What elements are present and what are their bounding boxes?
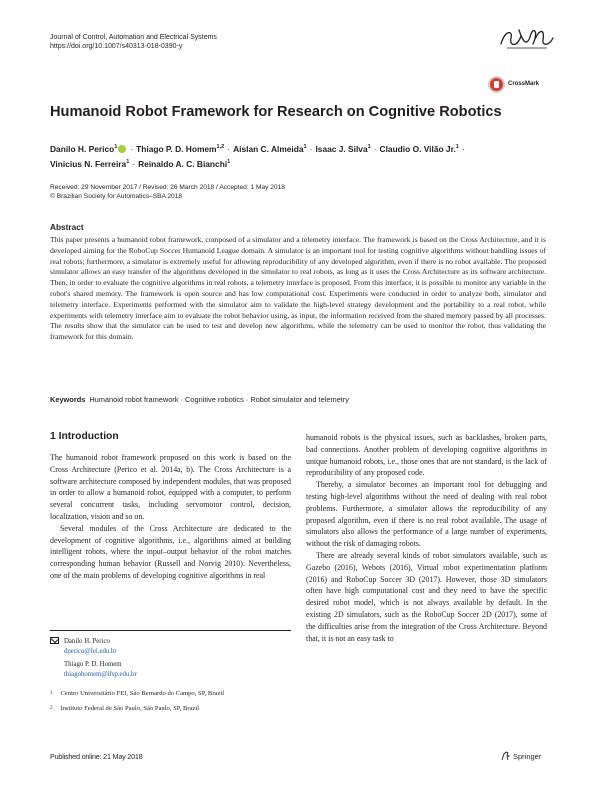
affiliations — [50, 689, 291, 719]
published-online-date: Published online: 21 May 2018 — [50, 752, 143, 761]
copyright-line: © Brazilian Society for Automatics–SBA 2018 — [50, 193, 183, 201]
contact-name: Thiago P. D. Homem — [64, 661, 122, 669]
paragraph: Several modules of the Cross Architecture are dedicated to the development of cognitive algorithms, i.e., algorithms aimed at building intelligent robots, where the input–output behavior of the robot matches corresponding human behavior (Russell and Norvig 2010). Nevertheless, one of the main problems of developing cognitive algorithms in real — [50, 523, 291, 580]
springer-logo — [501, 751, 541, 761]
article-dates — [50, 183, 285, 202]
author[interactable]: Reinaldo A. C. Bianchi$^1$ — [138, 159, 231, 169]
author[interactable]: Aislan C. Almeida$^1$ — [233, 144, 307, 154]
crossmark-badge[interactable] — [488, 74, 548, 94]
history-dates: Received: 29 November 2017 / Revised: 26 March 2018 / Accepted: 1 May 2018 — [50, 184, 285, 191]
abstract-heading: Abstract — [50, 222, 84, 232]
contact-entry — [64, 660, 291, 679]
keywords — [50, 395, 550, 404]
body-column-right — [306, 432, 547, 644]
crossmark-label: CrossMark — [508, 81, 540, 87]
contact-name: Danilo H. Perico — [64, 638, 110, 645]
crossmark-icon — [488, 76, 505, 93]
keywords-text: Humanoid robot framework · Cognitive robotics · Robot simulator and telemetry — [89, 395, 349, 404]
author[interactable]: Claudio O. Vilão Jr.$^1$ — [379, 144, 459, 154]
sba-logo — [497, 24, 557, 54]
contact-email[interactable]: dperico@fei.edu.br — [64, 647, 117, 655]
author[interactable]: Thiago P. D. Homem$^{1,2}$ — [136, 144, 225, 154]
paragraph: humanoid robots is the physical issues, such as backlashes, broken parts, bad connections. Another problem of developing cognitive algorithms in unique humanoid robots, i.e., those ones that are not standard, is the lack of reproducibility of any proposed code. — [306, 433, 547, 478]
contact-entry — [64, 637, 291, 656]
journal-name: Journal of Control, Automation and Electrical Systems — [50, 34, 217, 41]
springer-horse-icon — [501, 751, 510, 761]
affiliation-text: Instituto Federal de São Paulo, São Paulo, SP, Brazil — [60, 705, 200, 712]
affiliation-number: 1 — [50, 691, 53, 696]
contact-email[interactable]: thiagohomem@ifsp.edu.br — [64, 670, 137, 678]
footnote-divider — [50, 630, 291, 631]
author-list: Danilo H. Perico$^1$ · Thiago P. D. Homem$^{1,2}$ · Aislan C. Almeida$^1$ · Isaac J. Silva$^1$ · Claudio O. Vilão Jr.$^1$ · Vinicius N. Ferreira$^1$ · Reinaldo A. C. Bianchi$^1$ — [50, 144, 465, 169]
affiliation-item — [50, 704, 291, 713]
affiliation-item — [50, 689, 291, 698]
paragraph: The humanoid robot framework proposed on this work is based on the Cross Architecture (Perico et al. 2014a, b). The Cross Architecture is a software architecture composed by independent modules, that was proposed in order to allow a humanoid robot, equipped with a computer, to perform several concurrent tasks, including servomotor control, decision, localization, vision and so on. — [50, 453, 291, 521]
author[interactable]: Danilo H. Perico$^1$ — [50, 144, 127, 154]
author[interactable]: Isaac J. Silva$^1$ — [315, 144, 371, 154]
abstract-text: This paper presents a humanoid robot framework, composed of a simulator and a telemetry interface. The framework is based on the Cross Architecture, and it is developed aiming for the RoboCup Soccer Humanoid League domain. A simulator is an important tool for testing cognitive algorithms without handling issues of real robots; furthermore, a simulator is extremely useful for allowing reproducibility of any developed algorithm, even if there is no robot available. The proposed simulator allows an easy transfer of the algorithms developed in the simulator to real robots, as long as it uses the Cross Architecture as its software architecture. Then, in order to evaluate the cognitive algorithms in real robots, a telemetry interface is proposed. From this interface, it is possible to monitor any variable in the robot's shared memory. The framework is open source and has low computational cost. Experiments were conducted in order to analyze both, simulator and telemetry interface. Experiments performed with the simulator aim to validate the high-level strategy development and the portability to a real robot, while experiments with telemetry interface aim to evaluate the robot behavior using, as input, the information received from the shared memory passed by all processes. The results show that the simulator can be used to test and develop new algorithms, while the telemetry can be used to monitor the robot, thus validating the framework for this domain. — [50, 235, 546, 342]
author[interactable]: Vinicius N. Ferreira$^1$ — [50, 159, 130, 169]
paragraph: Thereby, a simulator becomes an important tool for debugging and testing high-level algorithms without the need of dealing with real robot problems. Furthermore, a simulator allows the reproducibility of any proposed algorithm, even if there is no real robot available. The usage of simulators also allows the performance of a large number of experiments, without the risk of damaging robots. — [306, 480, 547, 549]
paragraph: There are already several kinds of robot simulators available, such as Gazebo (2016), Webots (2016), Virtual robot experimentation platform (2016) and RoboCup Soccer 3D (2017). However, those 3D simulators often have high computational cost and they need to have the specific desired robot model, which is not always available by default. In the existing 2D simulators, such as the RoboCup Soccer 2D (2017), some of the difficulties arise from the integration of the Cross Architecture. Beyond that, it is not an easy task to — [306, 550, 547, 643]
section-heading-introduction: 1 Introduction — [50, 431, 119, 442]
envelope-icon — [50, 637, 59, 644]
keywords-label: Keywords — [50, 395, 86, 404]
journal-header — [50, 33, 370, 52]
orcid-icon[interactable] — [118, 145, 126, 153]
doi-link[interactable]: https://doi.org/10.1007/s40313-018-0390-y — [50, 43, 183, 51]
corresponding-authors — [50, 637, 291, 679]
affiliation-text: Centro Universitário FEI, São Bernardo do Campo, SP, Brazil — [60, 690, 225, 697]
affiliation-number: 2 — [50, 706, 53, 711]
paper-title: Humanoid Robot Framework for Research on Cognitive Robotics — [50, 104, 502, 120]
publisher-name: Springer — [513, 751, 542, 761]
body-column-left — [50, 452, 291, 582]
